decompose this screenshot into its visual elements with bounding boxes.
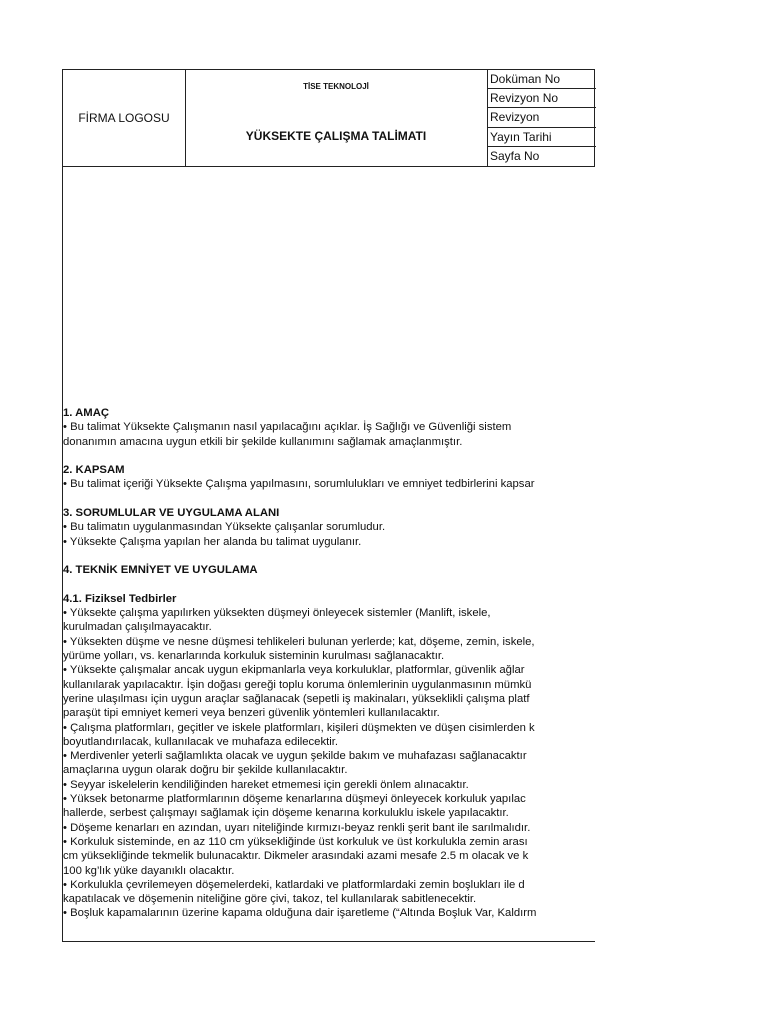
section-heading-purpose: 1. AMAÇ (63, 407, 110, 419)
paragraph-line: • Boşluk kapamalarının üzerine kapama olduğuna dair işaretleme (“Altında Boşluk Var, Kaldırm (63, 907, 537, 920)
paragraph-line: yürüme yolları, vs. kenarlarında korkuluk sisteminin kurulması sağlanacaktır. (63, 650, 445, 663)
paragraph-line: kurulmadan çalışılmayacaktır. (63, 621, 212, 634)
paragraph-line: • Döşeme kenarları en azından, uyarı niteliğinde kırmızı-beyaz renkli şerit bant ile sarılmalıdır. (63, 821, 531, 834)
section-heading-responsibilities: 3. SORUMLULAR VE UYGULAMA ALANI (63, 507, 280, 520)
paragraph-line: donanımın amacına uygun etkili bir şekilde kullanımını sağlamak amaçlanmıştır. (63, 435, 463, 448)
paragraph-line: • Korkulukla çevrilemeyen döşemelerdeki, katlardaki ve platformlardaki zemin boşlukları ile d (63, 878, 525, 891)
meta-document-no: Doküman No (488, 70, 596, 89)
company-name: TİSE TEKNOLOJİ (303, 82, 369, 91)
meta-publish-date: Yayın Tarihi (488, 128, 596, 147)
paragraph-line: yerine ulaşılması için uygun araçlar sağlanacak (sepetli iş makinaları, yükseklikli çalışma platf (63, 692, 530, 705)
paragraph-line: • Bu talimatın uygulanmasından Yüksekte çalışanlar sorumludur. (63, 521, 386, 534)
document-content (63, 406, 593, 921)
paragraph-line: cm yüksekliğinde tekmelik bulunacaktır. Dikmeler arasındaki azami mesafe 2.5 m olacak ve k (63, 850, 529, 863)
meta-revision-no: Revizyon No (488, 89, 596, 108)
paragraph-line: • Bu talimat Yüksekte Çalışmanın nasıl yapılacağını açıklar. İş Sağlığı ve Güvenliği sistem (63, 421, 512, 434)
paragraph-line: • Yüksekten düşme ve nesne düşmesi tehlikeleri bulunan yerlerde; kat, döşeme, zemin, iskele, (63, 635, 535, 648)
document-title: YÜKSEKTE ÇALIŞMA TALİMATI (245, 129, 427, 143)
paragraph-line: boyutlandırılacak, kullanılacak ve muhafaza edilecektir. (63, 735, 339, 748)
section-heading-technical-safety: 4. TEKNİK EMNİYET VE UYGULAMA (63, 564, 258, 577)
paragraph-line: kapatılacak ve döşemenin niteliğine göre çivi, takoz, tel kullanılarak sabitlenecektir. (63, 893, 477, 906)
paragraph-line: • Bu talimat içeriği Yüksekte Çalışma yapılmasını, sorumlulukları ve emniyet tedbirlerini kapsar (63, 478, 535, 491)
paragraph-line: • Yüksekte çalışmalar ancak uygun ekipmanlarla veya korkuluklar, platformlar, güvenlik ağlar (63, 664, 525, 677)
document-header-table (62, 69, 595, 167)
subsection-heading-physical-measures: 4.1. Fiziksel Tedbirler (63, 592, 177, 605)
paragraph-line: • Korkuluk sisteminde, en az 110 cm yüksekliğinde üst korkuluk ve üst korkulukla zemin arası (63, 835, 528, 848)
paragraph-line: amaçlarına uygun olarak doğru bir şekilde kullanılacaktır. (63, 764, 348, 777)
company-logo-placeholder: FİRMA LOGOSU (63, 70, 186, 166)
paragraph-line: • Yüksek betonarme platformlarının döşeme kenarlarına düşmeyi önleyecek korkuluk yapılac (63, 793, 526, 806)
paragraph-line: • Seyyar iskelelerin kendiliğinden hareket etmemesi için gerekli önlem alınacaktır. (63, 778, 469, 791)
paragraph-line: • Çalışma platformları, geçitler ve iskele platformları, kişileri düşmekten ve düşen cisimlerden k (63, 721, 535, 734)
paragraph-line: • Yüksekte Çalışma yapılan her alanda bu talimat uygulanır. (63, 535, 362, 548)
section-heading-scope: 2. KAPSAM (63, 464, 125, 477)
title-cell (185, 70, 487, 166)
paragraph-line: • Yüksekte çalışma yapılırken yüksekten düşmeyi önleyecek sistemler (Manlift, iskele, (63, 607, 491, 620)
paragraph-line: • Merdivenler yeterli sağlamlıkta olacak ve uygun şekilde bakım ve muhafazası sağlanacaktır (63, 750, 527, 763)
paragraph-line: hallerde, serbest çalışmayı sağlamak için döşeme kenarına korkuluklu iskele yapılacaktır. (63, 807, 509, 820)
paragraph-line: 100 kg’lık yüke dayanıklı olacaktır. (63, 864, 235, 877)
meta-page-no: Sayfa No (490, 148, 540, 163)
document-meta-table (487, 70, 596, 166)
meta-revision: Revizyon (488, 108, 596, 127)
paragraph-line: kullanılarak yapılacaktır. İşin doğası gereği toplu koruma önlemlerinin uygulanmasının mümkü (63, 678, 532, 691)
paragraph-line: paraşüt tipi emniyet kemeri veya benzeri güvenlik yöntemleri kullanılacaktır. (63, 707, 440, 720)
